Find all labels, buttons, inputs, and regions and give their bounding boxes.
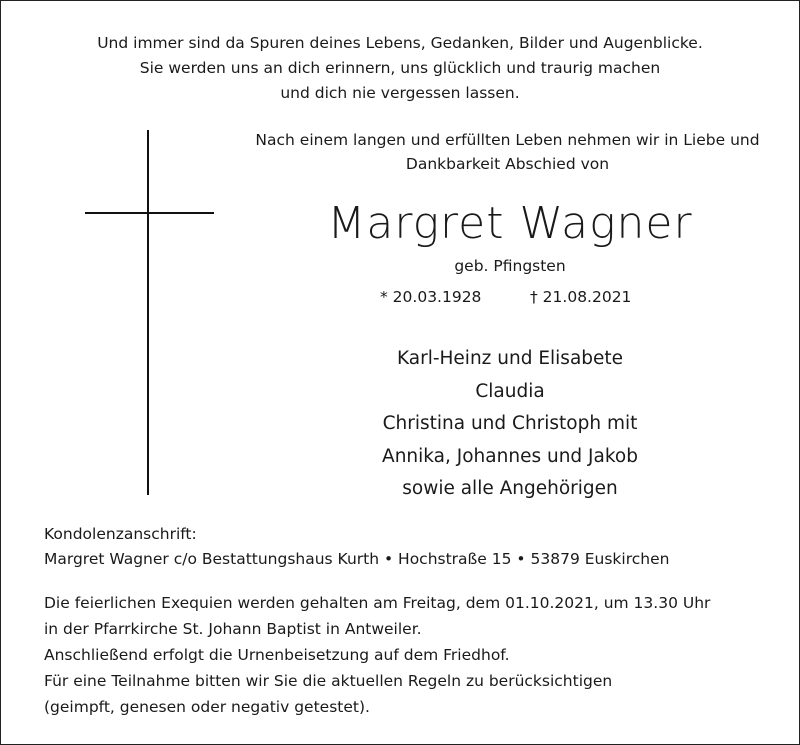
info-line: in der Pfarrkirche St. Johann Baptist in Antweiler. bbox=[44, 620, 422, 638]
mourner-line: Annika, Johannes und Jakob bbox=[382, 445, 638, 467]
intro-line: Dankbarkeit Abschied von bbox=[405, 155, 610, 173]
mourners-list bbox=[310, 343, 710, 506]
mourner-line: Claudia bbox=[475, 380, 545, 402]
info-line: Die feierlichen Exequien werden gehalten am Freitag, dem 01.10.2021, um 13.30 Uhr bbox=[44, 594, 711, 612]
birth-name: geb. Pfingsten bbox=[454, 257, 566, 275]
condolence-label: Kondolenzanschrift: bbox=[44, 525, 197, 543]
mourner-line: Karl-Heinz und Elisabete bbox=[396, 348, 624, 369]
deceased-name: Margret Wagner bbox=[327, 198, 693, 249]
cross-icon-horizontal bbox=[85, 212, 214, 214]
info-line: (geimpft, genesen oder negativ getestet). bbox=[44, 698, 370, 716]
poem-line: und dich nie vergessen lassen. bbox=[280, 84, 520, 102]
life-dates bbox=[380, 286, 680, 308]
poem bbox=[0, 31, 800, 106]
info-line: Anschließend erfolgt die Urnenbeisetzung auf dem Friedhof. bbox=[44, 646, 510, 664]
info-line: Für eine Teilnahme bitten wir Sie die aktuellen Regeln zu berücksichtigen bbox=[44, 672, 613, 690]
poem-line: Sie werden uns an dich erinnern, uns glücklich und traurig machen bbox=[139, 59, 661, 77]
birth-date: * 20.03.1928 bbox=[380, 288, 482, 306]
poem-line: Und immer sind da Spuren deines Lebens, Gedanken, Bilder und Augenblicke. bbox=[97, 34, 703, 52]
death-date: † 21.08.2021 bbox=[530, 288, 632, 306]
cross-icon-vertical bbox=[147, 130, 149, 495]
service-info bbox=[44, 590, 784, 720]
mourner-line: sowie alle Angehörigen bbox=[402, 478, 618, 499]
condolence-address bbox=[44, 522, 764, 572]
mourner-line: Christina und Christoph mit bbox=[382, 413, 638, 434]
intro-line: Nach einem langen und erfüllten Leben nehmen wir in Liebe und bbox=[255, 131, 760, 149]
intro-text bbox=[230, 128, 785, 176]
condolence-address-line: Margret Wagner c/o Bestattungshaus Kurth • Hochstraße 15 • 53879 Euskirchen bbox=[44, 550, 670, 568]
